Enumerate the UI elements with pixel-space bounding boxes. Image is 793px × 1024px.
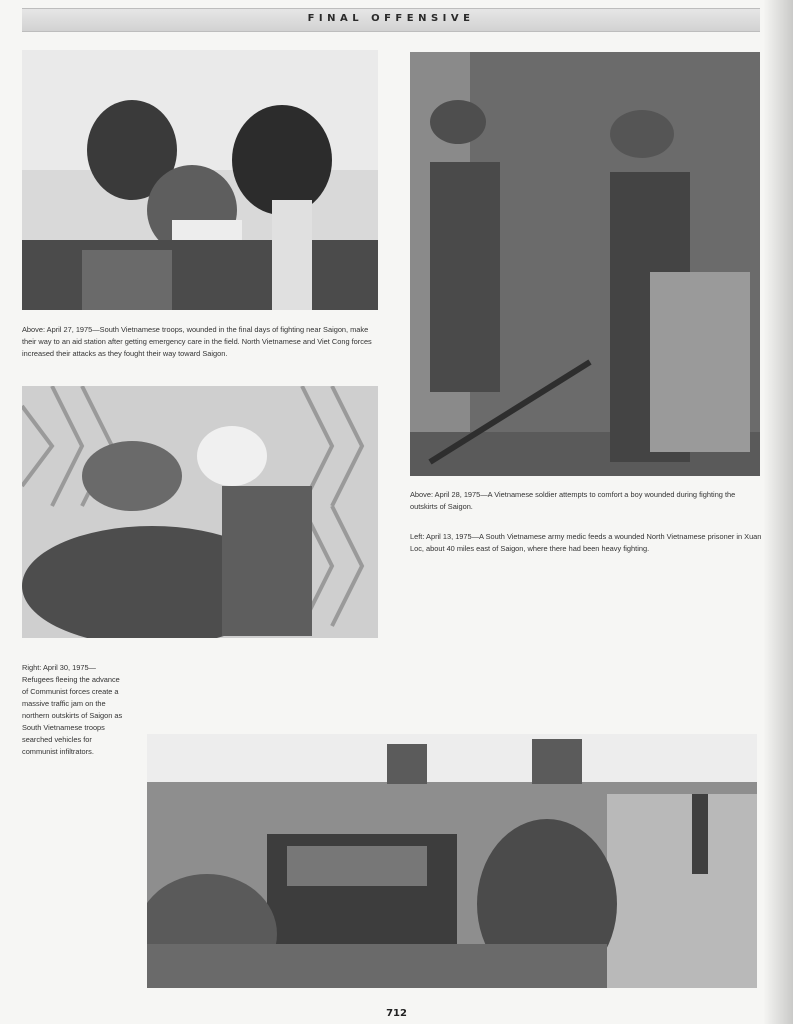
page-gutter-shadow — [763, 0, 793, 1024]
page-number: 712 — [386, 1008, 407, 1019]
photo-soldier-boy — [410, 52, 760, 476]
running-header — [22, 8, 760, 32]
caption-refugee-traffic: Right: April 30, 1975—Refugees fleeing the advance of Communist forces create a massive traffic jam on the northern outskirts of Saigon as South Vietnamese troops searched vehicles for communist infiltrators. — [22, 663, 123, 756]
section-title: FINAL OFFENSIVE — [307, 13, 475, 24]
caption-soldier-boy: Above: April 28, 1975—A Vietnamese soldier attempts to comfort a boy wounded during fighting the outskirts of Saigon. — [410, 490, 736, 511]
caption-wounded-troops: Above: April 27, 1975—South Vietnamese troops, wounded in the final days of fighting near Saigon, make their way to an aid station after getting emergency care in the field. North Vietnamese and Viet Cong forces increased their attacks as they fought their way toward Saigon. — [22, 325, 372, 358]
photo-wounded-troops — [22, 50, 378, 310]
caption-medic-prisoner: Left: April 13, 1975—A South Vietnamese army medic feeds a wounded North Vietnamese prisoner in Xuan Loc, about 40 miles east of Saigon, where there had been heavy fighting. — [410, 532, 762, 553]
photo-medic-prisoner — [22, 386, 378, 638]
photo-refugee-traffic — [147, 734, 757, 988]
